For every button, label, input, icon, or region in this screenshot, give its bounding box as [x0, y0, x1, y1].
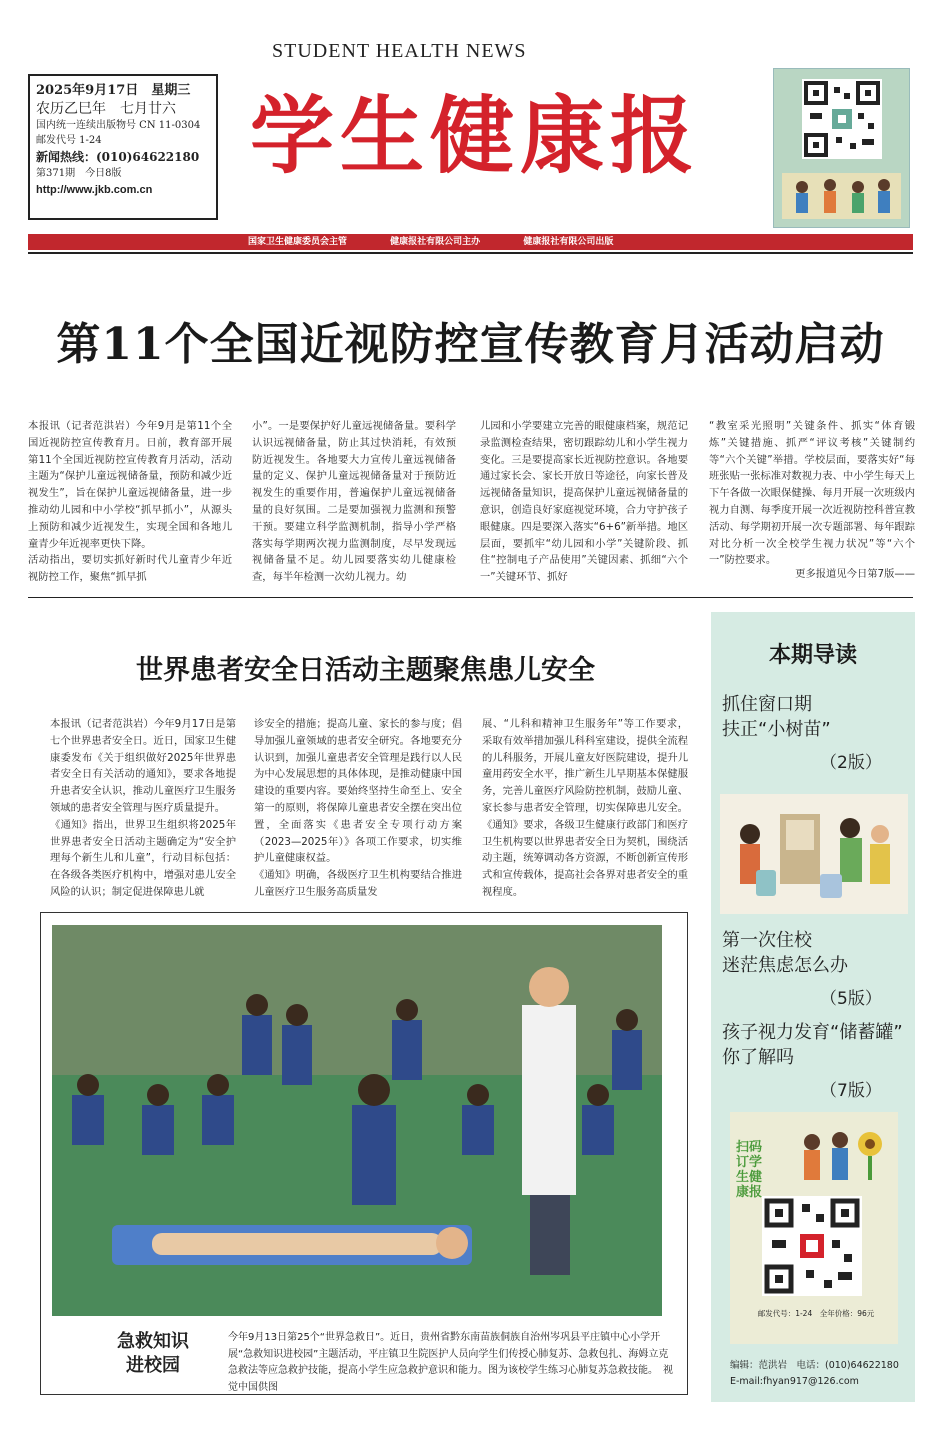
article1-col3: 儿园和小学要建立完善的眼健康档案，规范记录监测检查结果，密切跟踪幼儿和小学生视力变化。三是要提高家长近视防控意识。各地要通过家长会、家长开放日等途径，向家长普及远视储备量知识，提高保护儿童远视储备量的意识，创造良好家庭视觉环境，合力守护孩子眼健康。四是要深入落实“6+6”新举措。地区层面，要抓牢“幼儿园和小学”关键阶段、抓住“控制电子产品使用”关键因素、抓细“六个一”关键环节、抓好: [480, 420, 688, 584]
article2-col1: 本报讯（记者范洪岩）今年9月17日是第七个世界患者安全日。近日，国家卫生健康委发布《关于组织做好2025年世界患者安全日有关活动的通知》，要求各地提升患者安全认识，推动儿童医疗卫生服务领域的患者安全管理与医疗质量提升。 《通知》指出，世界卫生组织将2025年世界患者安全日活动主题确定为“安全护理每个新生儿和儿童”，行动目标包括：在各级各类医疗机构中，增强对患儿安全风险的认识；制定促进保障患儿就: [50, 718, 236, 898]
kids-flower-illustration: [790, 1124, 890, 1192]
lead-headline[interactable]: 第11个全国近视防控宣传教育月活动启动: [56, 319, 885, 370]
subscribe-qr-icon[interactable]: [762, 1196, 862, 1296]
second-headline[interactable]: 世界患者安全日活动主题聚焦患儿安全: [136, 655, 595, 686]
publisher-bar: [28, 234, 913, 250]
article2-col2: 诊安全的措施；提高儿童、家长的参与度；倡导加强儿童领域的患者安全研究。各地要充分认识到，加强儿童患者安全管理是践行以人民为中心发展思想的具体体现，是推动健康中国建设的重要内容。要始终坚持生命至上、安全第一的原则，将保障儿童患者安全摆在突出位置，全面落实《患者安全专项行动方案（2023—2025年）》各项工作要求，切实维护儿童健康权益。 《通知》明确，各级医疗卫生机构要结合推进儿童医疗卫生服务高质量发: [254, 718, 462, 898]
date: 2025年9月17日 星期三: [36, 83, 191, 98]
hotline: 新闻热线：(010)64622180: [36, 150, 200, 164]
toc-item-3-line1[interactable]: 孩子视力发育“储蓄罐”: [722, 1022, 903, 1043]
website-link[interactable]: http://www.jkb.com.cn: [36, 184, 153, 196]
article1-col2: 小”。一是要保护好儿童远视储备量。要科学认识远视储备量，防止其过快消耗，有效预防近视发生。各地要大力宣传儿童远视储备量的定义、保护儿童远视储备量对于预防近视发生的重要作用，普遍保护儿童远视储备量的良好氛围。二是要加强视力监测和预警干预。要建立科学监测机制，指导小学严格落实每学期两次视力监测制度，尽早发现远视储备量不足。幼儿园要落实幼儿健康检查，每半年检测一次幼儿视力。幼: [252, 420, 456, 584]
editor-contact: [730, 1358, 899, 1390]
english-title: STUDENT HEALTH NEWS: [272, 40, 527, 62]
article2-col3: 展、“儿科和精神卫生服务年”等工作要求，采取有效举措加强儿科科室建设，提供全流程的儿科服务，开展儿童友好医院建设，提升儿童用药安全水平，推广新生儿早期基本保健服务，完善儿童医疗风险防控机制，鼓励儿童、家长参与患者安全管理，切实保障患儿安全。 《通知》要求，各级卫生健康行政部门和医疗卫生机构要以世界患者安全日为契机，围绕活动主题，统筹调动各方资源，不断创新宣传形式和宣传载体，提高社会各界对患者安全的重视程度。: [482, 718, 688, 898]
divider: [28, 597, 913, 598]
wechat-qr-panel: [773, 68, 910, 228]
article1-col1: 本报讯（记者范洪岩）今年9月是第11个全国近视防控宣传教育月。日前，教育部开展第11个全国近视防控宣传教育月活动，活动主题为“保护儿童远视储备量，预防和减少近视发生”，旨在保护儿童远视储备量，进一步推动幼儿园和中小学校“抓早抓小”，从源头上预防和减少近视发生，实现全国和各地儿童青少年近视率更快下降。 活动指出，要切实抓好新时代儿童青少年近视防控工作，聚焦“抓早抓: [28, 420, 232, 584]
lunar-date: 农历乙巳年 七月廿六: [36, 101, 176, 117]
qr-code-icon[interactable]: [802, 79, 882, 159]
newspaper-title: 学生健康报: [250, 87, 701, 185]
photo-caption-title: [98, 1330, 208, 1378]
subscribe-info: 邮发代号：1-24 全年价格：96元: [757, 1309, 875, 1318]
sponsor: 健康报社有限公司主办: [390, 237, 481, 247]
issue-number: 第371期 今日8版: [36, 168, 122, 179]
publisher: 健康报社有限公司出版: [523, 237, 614, 247]
first-aid-photo: [52, 925, 662, 1316]
luggage-illustration: [720, 794, 908, 914]
editor-line: 编辑：范洪岩 电话：(010)64622180: [730, 1360, 899, 1371]
toc-item-3-page: （7版）: [820, 1081, 882, 1101]
photo-caption-line1: 急救知识: [117, 1331, 189, 1352]
toc-item-2-page: （5版）: [820, 989, 882, 1009]
divider: [28, 252, 913, 254]
sidebar-title: 本期导读: [768, 642, 857, 668]
toc-item-1-page: （2版）: [820, 753, 882, 773]
toc-item-3-line2[interactable]: 你了解吗: [722, 1047, 794, 1068]
supervisor: 国家卫生健康委员会主管: [248, 237, 348, 247]
article1-col4: “教室采光照明”关键条件、抓实“体育锻炼”关键措施、抓严“评议考核”关键制约等“六个关键”举措。学校层面，要落实好“每班张贴一张标准对数视力表、中小学生每天上下午各做一次眼保健操、每月开展一次班级内视力自测、每季度开展一次近视防控科普宣教活动、每学期初开展一次专题部署、每年跟踪对比分析一次全校学生视力状况”等“六个一”防控要求。: [709, 420, 915, 567]
subscribe-label: 扫码订学生健康报: [736, 1140, 763, 1200]
date-box: [28, 74, 218, 220]
toc-item-1-line2[interactable]: 扶正“小树苗”: [722, 719, 831, 740]
students-illustration: [782, 173, 901, 219]
toc-item-2-line2[interactable]: 迷茫焦虑怎么办: [722, 955, 848, 976]
photo-caption-text: 今年9月13日第25个“世界急救日”。近日，贵州省黔东南苗族侗族自治州岑巩县平庄镇中心小学开展“急救知识进校园”主题活动，平庄镇卫生院医护人员向学生们传授心肺复苏、急救包扎、海姆立克急救法等应急救护技能，提高小学生应急救护意识和能力。图为该校学生练习心肺复苏急救技能。 视觉中国供图: [228, 1332, 673, 1393]
photo-caption-line2: 进校园: [126, 1355, 180, 1376]
toc-item-1-line1[interactable]: 抓住窗口期: [722, 694, 812, 715]
cn-number: 国内统一连续出版物号 CN 11-0304: [36, 120, 201, 131]
email-link[interactable]: E-mail:fhyan917@126.com: [730, 1376, 859, 1387]
postal-code: 邮发代号 1-24: [36, 135, 102, 146]
toc-item-2-line1[interactable]: 第一次住校: [722, 930, 812, 951]
more-reports-link[interactable]: 更多报道见今日第7版——: [795, 568, 915, 580]
